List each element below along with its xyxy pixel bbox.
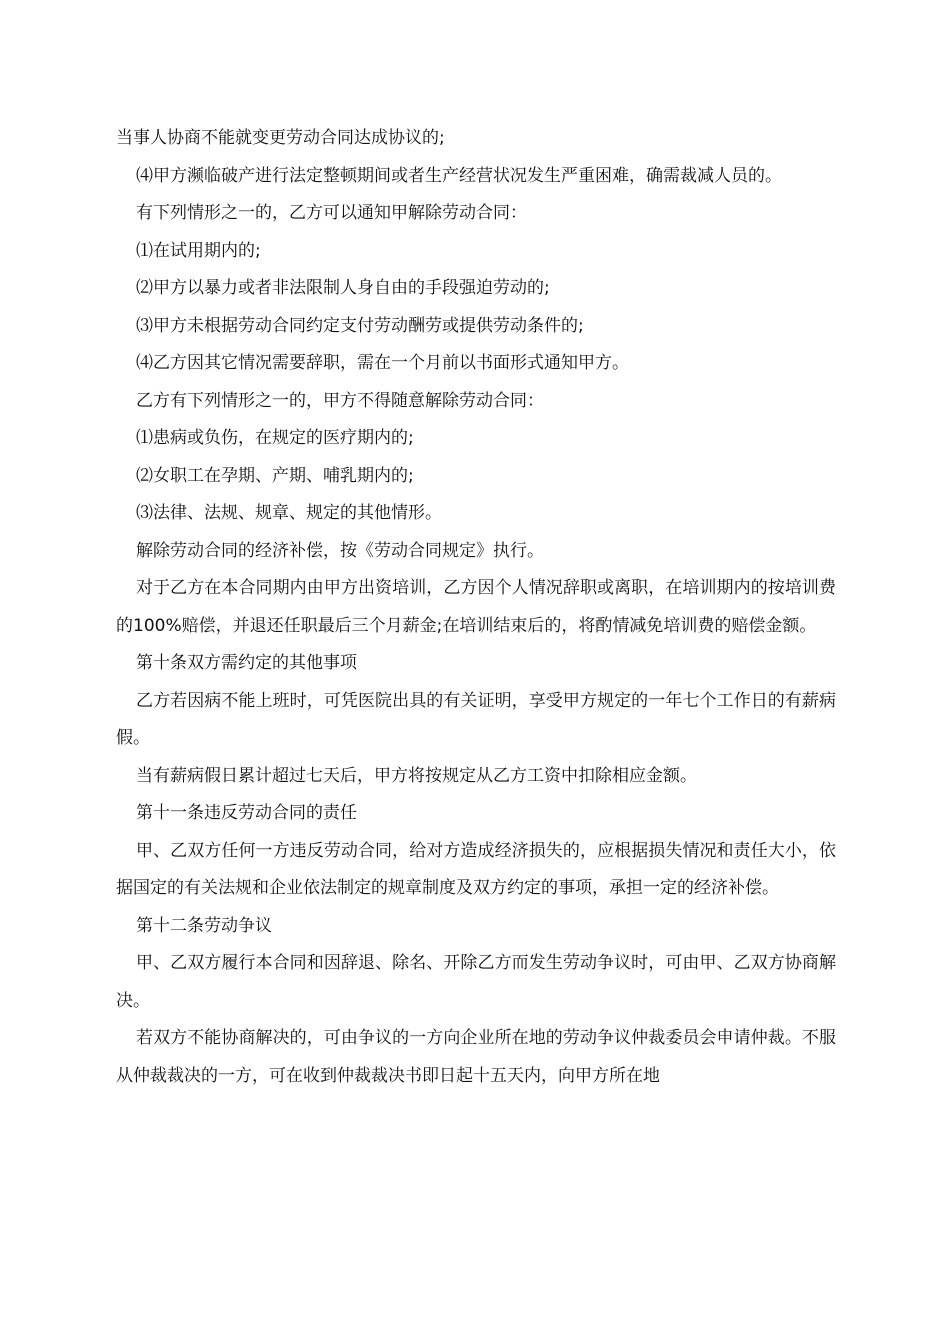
paragraph: 第十条双方需约定的其他事项 <box>136 653 357 673</box>
paragraph: 当有薪病假日累计超过七天后，甲方将按规定从乙方工资中扣除相应金额。 <box>136 765 697 786</box>
paragraph: 第十二条劳动争议 <box>136 915 272 936</box>
paragraph: ⑷甲方濒临破产进行法定整顿期间或者生产经营状况发生严重困难，确需裁减人员的。 <box>136 165 782 186</box>
paragraph: ⑴患病或负伤，在规定的医疗期内的; <box>136 428 414 448</box>
paragraph: 对于乙方在本合同期内由甲方出资培训，乙方因个人情况辞职或离职，在培训期内的按培训费的100%赔偿，并退还任职最后三个月薪金;在培训结束后的，将酌情减免培训费的赔偿金额。 <box>116 578 836 636</box>
paragraph: ⑶法律、法规、规章、规定的其他情形。 <box>136 503 442 523</box>
paragraph: 甲、乙双方任何一方违反劳动合同，给对方造成经济损失的，应根据损失情况和责任大小，依据国定的有关法规和企业依法制定的规章制度及双方约定的事项，承担一定的经济补偿。 <box>116 840 836 898</box>
paragraph: ⑷乙方因其它情况需要辞职，需在一个月前以书面形式通知甲方。 <box>136 353 629 373</box>
paragraph: ⑶甲方未根据劳动合同约定支付劳动酬劳或提供劳动条件的; <box>136 315 584 336</box>
paragraph: ⑴在试用期内的; <box>136 240 261 261</box>
document-body <box>116 120 836 1095</box>
paragraph: ⑵甲方以暴力或者非法限制人身自由的手段强迫劳动的; <box>136 278 550 298</box>
paragraph: 当事人协商不能就变更劳动合同达成协议的; <box>116 128 445 148</box>
paragraph: ⑵女职工在孕期、产期、哺乳期内的; <box>136 465 414 486</box>
paragraph: 第十一条违反劳动合同的责任 <box>136 803 357 823</box>
paragraph: 乙方有下列情形之一的，甲方不得随意解除劳动合同： <box>136 390 544 411</box>
paragraph: 解除劳动合同的经济补偿，按《劳动合同规定》执行。 <box>136 540 544 561</box>
paragraph: 若双方不能协商解决的，可由争议的一方向企业所在地的劳动争议仲裁委员会申请仲裁。不服从仲裁裁决的一方，可在收到仲裁裁决书即日起十五天内，向甲方所在地 <box>116 1028 836 1086</box>
paragraph: 有下列情形之一的，乙方可以通知甲解除劳动合同： <box>136 203 527 223</box>
paragraph: 乙方若因病不能上班时，可凭医院出具的有关证明，享受甲方规定的一年七个工作日的有薪病假。 <box>116 690 836 748</box>
paragraph: 甲、乙双方履行本合同和因辞退、除名、开除乙方而发生劳动争议时，可由甲、乙双方协商解决。 <box>116 953 836 1011</box>
